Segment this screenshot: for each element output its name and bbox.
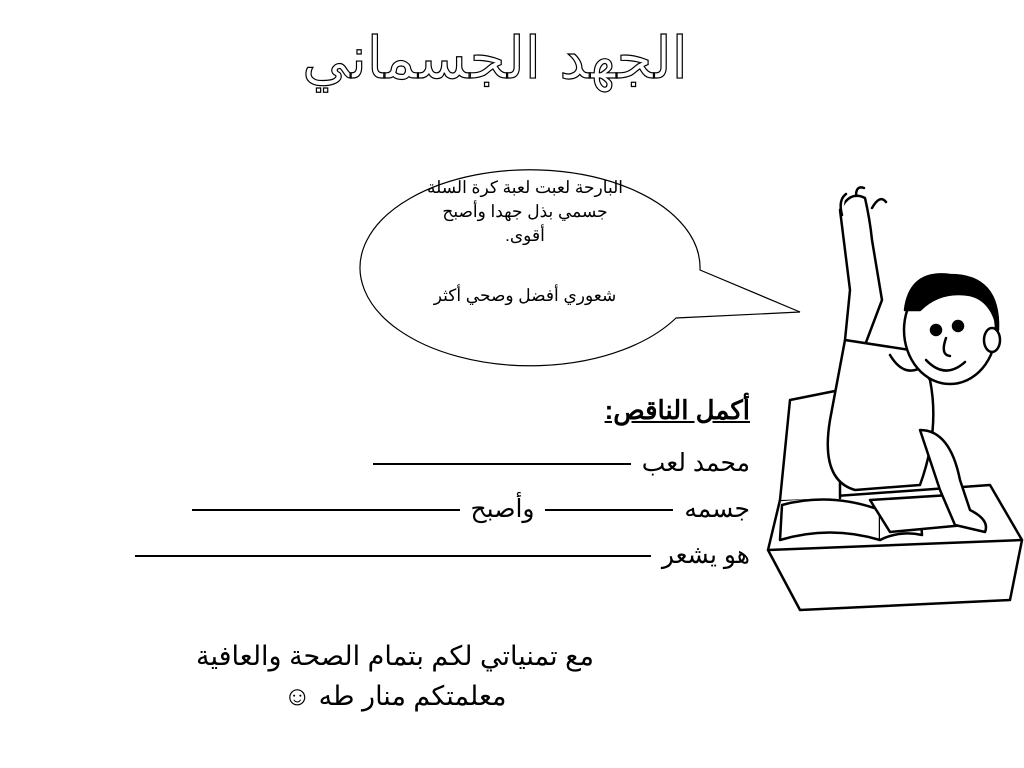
speech-line: جسمي بذل جهدا وأصبح [442,202,608,221]
exercise-prompt: جسمه [684,495,750,523]
exercise-line-2 [188,494,750,524]
boy-illustration [760,180,1024,620]
exercise-line-3 [131,540,750,570]
exercise-line-1 [369,448,750,478]
speech-line: أقوى. [505,226,545,245]
speech-feeling: شعوري أفضل وصحي أكثر [433,286,617,305]
exercise-prompt: هو يشعر [661,541,750,569]
answer-blank[interactable] [545,509,673,511]
teacher-signature: معلمتكم منار طه ☺ [283,681,507,711]
exercise-heading: أكمل الناقص: [604,395,750,425]
exercise-middle-word: وأصبح [470,495,535,523]
closing-wish: مع تمنياتي لكم بتمام الصحة والعافية [196,641,594,671]
answer-blank[interactable] [373,463,631,465]
page-title-text: الجهد الجسماني [302,24,688,92]
answer-blank[interactable] [192,509,460,511]
speech-bubble-text [380,176,670,248]
answer-blank[interactable] [135,555,651,557]
exercise-prompt: محمد لعب [641,449,750,477]
speech-line: البارحة لعبت لعبة كرة السلة [427,178,623,197]
